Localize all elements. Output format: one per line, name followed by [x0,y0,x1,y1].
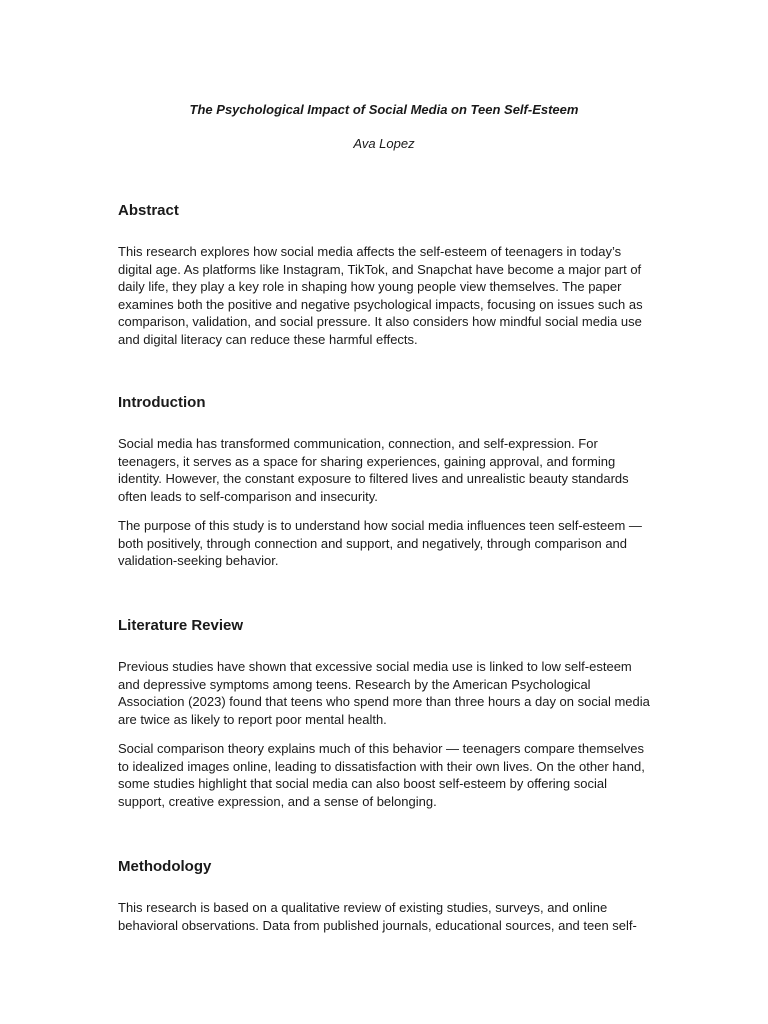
literature-review-paragraph-1: Previous studies have shown that excessive social media use is linked to low self-esteem and depressive symptoms among teens. Research by the American Psychological Association (2023) found that teens who spend more than three hours a day on social media are twice as likely to report poor mental health. [118,659,650,727]
section-literature-review [118,616,658,822]
section-methodology [118,857,658,946]
paper-author: Ava Lopez [353,136,415,151]
methodology-paragraph: This research is based on a qualitative review of existing studies, surveys, and online behavioral observations. Data from published journals, educational sources, and teen self- [118,900,637,933]
literature-review-paragraph-2: Social comparison theory explains much of this behavior — teenagers compare themselves to idealized images online, leading to dissatisfaction with their own lives. On the other hand, some studies highlight that social media can also boost self-esteem by offering social support, creative expression, and a sense of belonging. [118,741,645,809]
abstract-paragraph: This research explores how social media affects the self-esteem of teenagers in today’s digital age. As platforms like Instagram, TikTok, and Snapchat have become a major part of daily life, they play a key role in shaping how young people view themselves. The paper examines both the positive and negative psychological impacts, focusing on issues such as comparison, validation, and social pressure. It also considers how mindful social media use and digital literacy can reduce these harmful effects. [118,244,643,347]
section-heading-abstract: Abstract [118,202,179,219]
introduction-paragraph-2: The purpose of this study is to understand how social media influences teen self-esteem — both positively, through connection and support, and negatively, through comparison and validation-seeking behavior. [118,518,642,568]
introduction-paragraph-1: Social media has transformed communication, connection, and self-expression. For teenagers, it serves as a space for sharing experiences, gaining approval, and forming identity. However, the constant exposure to filtered lives and unrealistic beauty standards often leads to self-comparison and insecurity. [118,436,629,504]
section-heading-methodology: Methodology [118,858,212,875]
section-introduction [118,393,658,582]
section-heading-literature-review: Literature Review [118,617,244,634]
section-abstract [118,201,658,360]
paper-title: The Psychological Impact of Social Media on Teen Self-Esteem [189,102,579,117]
section-heading-introduction: Introduction [118,394,206,411]
